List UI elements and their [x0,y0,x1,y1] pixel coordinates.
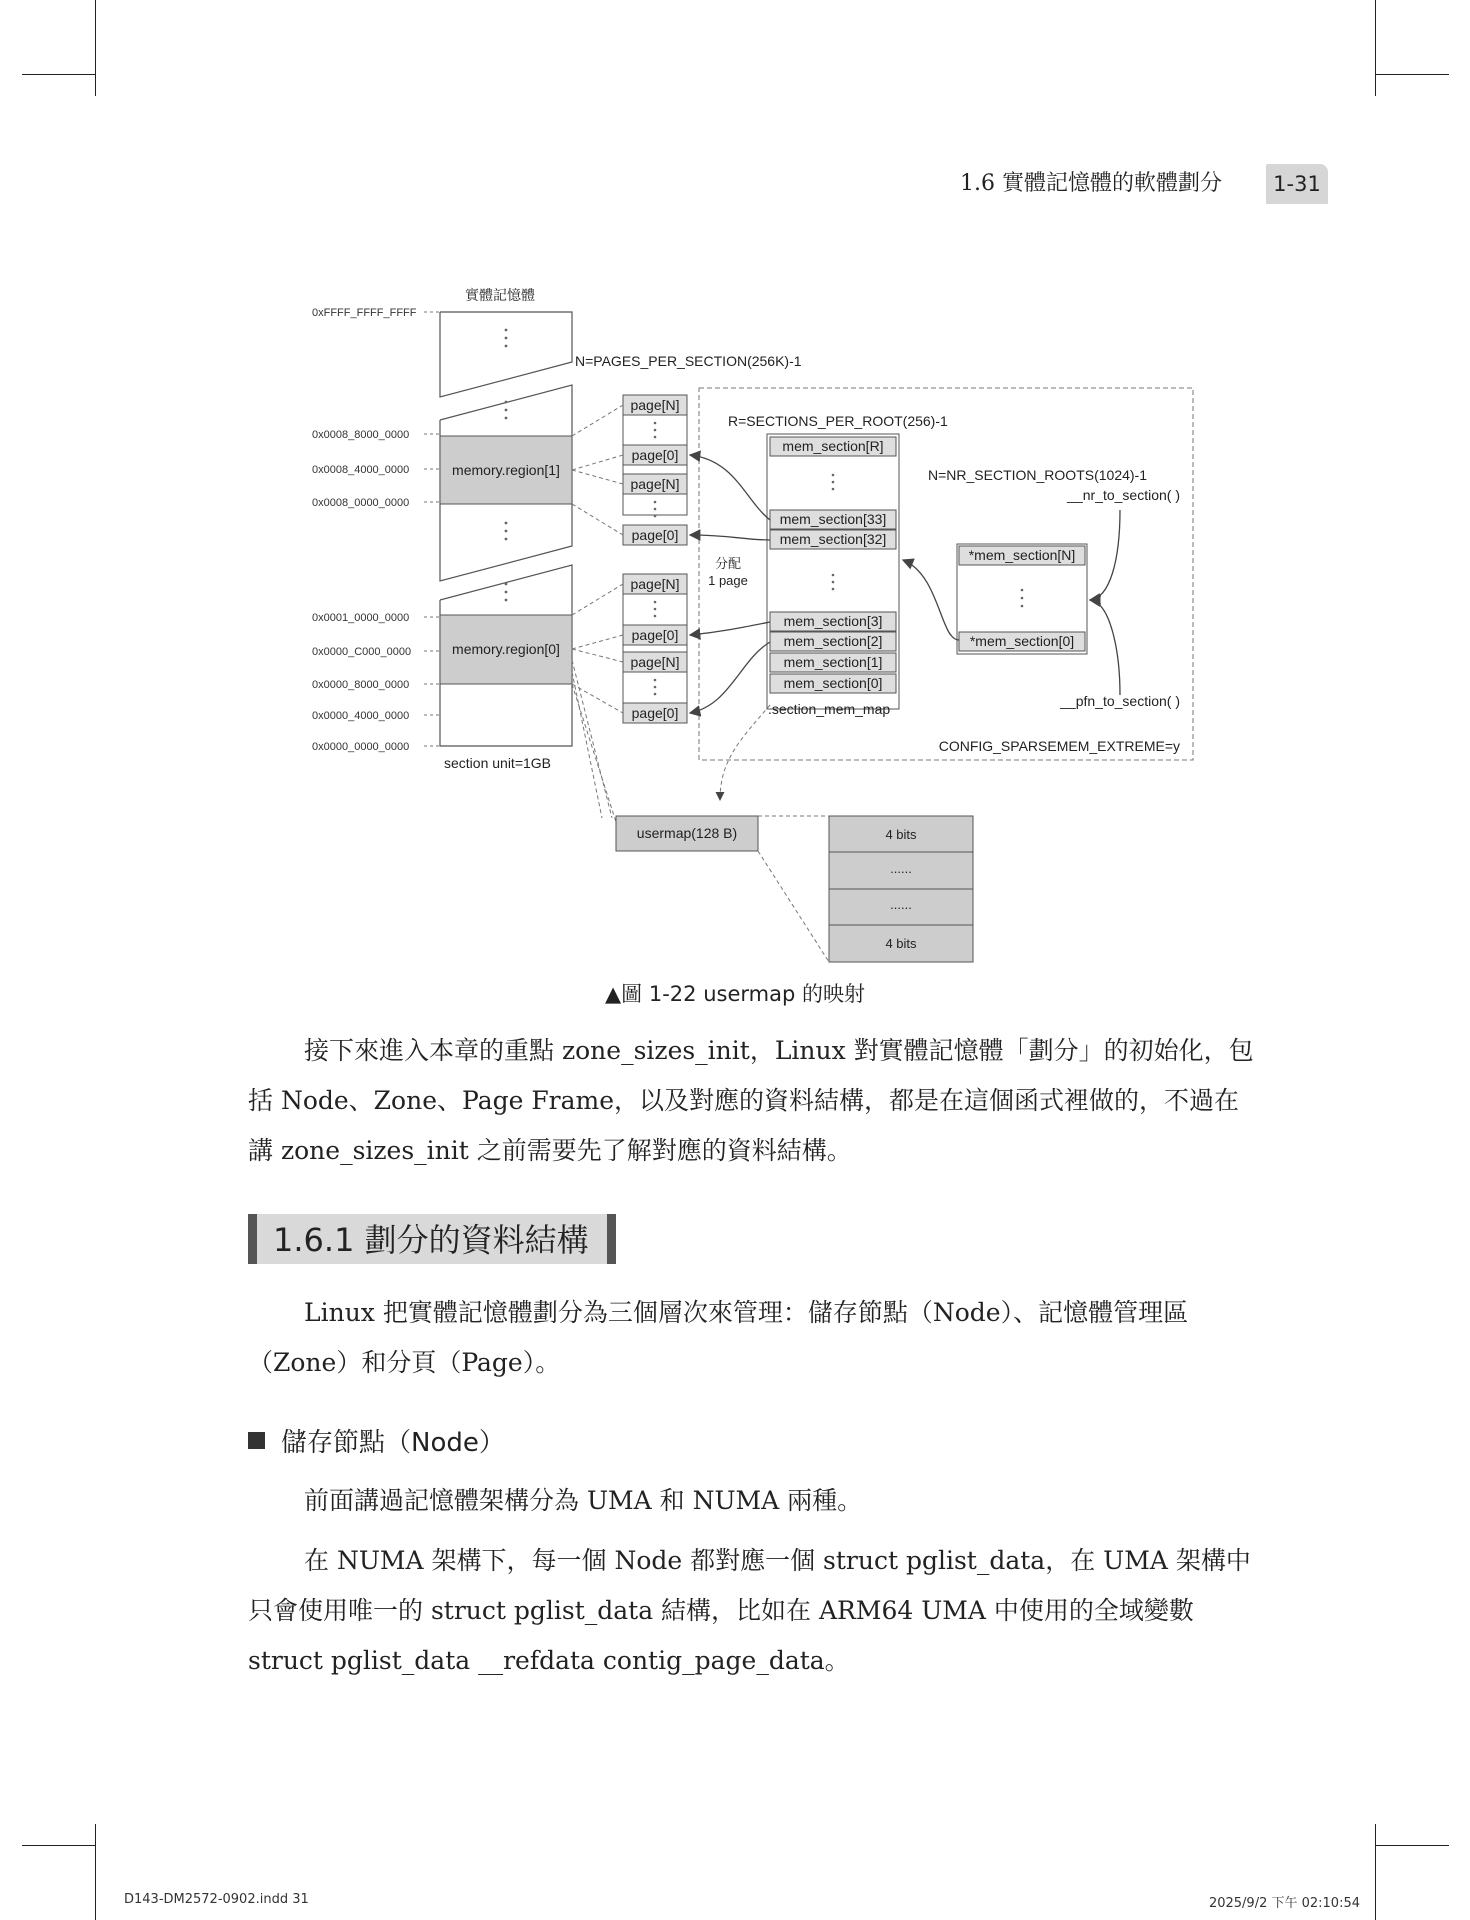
root-pointer-label: *mem_section[0] [969,633,1075,649]
running-header: 1.6 實體記憶體的軟體劃分 [960,171,1222,196]
sections-per-root-label: R=SECTIONS_PER_ROOT(256)-1 [728,413,948,429]
paragraph-pglist: 在 NUMA 架構下，每一個 Node 都對應一個 struct pglist_data，在 UMA 架構中只會使用唯一的 struct pglist_data 結構，比如在 ARM64 UMA 中使用的全域變數 struct pglist_data __refdata contig_page_data。 [248,1546,1251,1675]
page-0-label: page[0] [631,447,679,463]
pfn-to-section-label: __pfn_to_section( ) [1060,693,1180,709]
subheading-node: 儲存節點（Node） [248,1422,505,1459]
mem-section-label: mem_section[33] [779,511,887,527]
paragraph-levels: Linux 把實體記憶體劃分為三個層次來管理：儲存節點（Node）、記憶體管理區（Zone）和分頁（Page）。 [248,1298,1189,1377]
page-number: 1-31 [1266,164,1328,204]
page-0-label: page[0] [631,527,679,543]
root-pointer-label: *mem_section[N] [968,547,1076,563]
mem-section-label: mem_section[0] [783,675,883,691]
address-label: 0x0001_0000_0000 [312,612,410,624]
mem-section-label: mem_section[1] [783,654,883,670]
section-unit-label: section unit=1GB [444,755,552,771]
page-n-label: page[N] [630,576,680,592]
address-label: 0x0008_4000_0000 [312,464,410,476]
crop-mark [1375,1845,1449,1846]
page-n-label: page[N] [630,476,680,492]
alloc-label: 1 page [708,573,748,588]
paragraph-intro: 接下來進入本章的重點 zone_sizes_init，Linux 對實體記憶體「劃分」的初始化，包括 Node、Zone、Page Frame，以及對應的資料結構，都是在這個函式裡做的，不過在講 zone_sizes_init 之前需要先了解對應的資料結構。 [248,1036,1254,1165]
footer-file: D143-DM2572-0902.indd 31 [124,1892,309,1907]
address-label: 0x0008_8000_0000 [312,429,410,441]
footer-timestamp: 2025/9/2 下午 02:10:54 [1208,1896,1360,1911]
bits-cell: ...... [890,897,912,912]
page-0-label: page[0] [631,627,679,643]
memory-region-0-label: memory.region[0] [452,641,560,657]
address-label: 0x0000_0000_0000 [312,741,410,753]
section-heading: 1.6.1 劃分的資料結構 [248,1214,616,1264]
bits-cell: 4 bits [885,827,917,842]
mem-section-label: mem_section[R] [782,438,884,454]
pages-per-section-label: N=PAGES_PER_SECTION(256K)-1 [575,353,802,369]
bits-cell: ...... [890,861,912,876]
address-label: 0x0000_8000_0000 [312,679,410,691]
bits-cell: 4 bits [885,936,917,951]
nr-section-roots-label: N=NR_SECTION_ROOTS(1024)-1 [928,467,1148,483]
physical-memory-label: 實體記憶體 [465,287,535,303]
figure-caption: ▲圖 1-22 usermap 的映射 [605,982,865,1006]
mem-section-label: mem_section[2] [783,633,883,649]
paragraph-uma-numa: 前面講過記憶體架構分為 UMA 和 NUMA 兩種。 [304,1486,863,1515]
address-label: 0x0000_4000_0000 [312,710,410,722]
config-label: CONFIG_SPARSEMEM_EXTREME=y [938,738,1180,754]
address-label: 0x0000_C000_0000 [312,646,412,658]
crop-mark [22,1845,96,1846]
memory-region-1-label: memory.region[1] [452,462,560,478]
square-bullet-icon [248,1432,265,1449]
address-label: 0xFFFF_FFFF_FFFF [312,307,417,319]
crop-mark [95,1824,96,1920]
mem-section-label: mem_section[32] [779,531,887,547]
crop-mark [1375,1824,1376,1920]
section-mem-map-label: .section_mem_map [768,701,891,717]
usermap-label: usermap(128 B) [636,825,738,841]
alloc-label: 分配 [714,556,742,571]
page-n-label: page[N] [630,654,680,670]
nr-to-section-label: __nr_to_section( ) [1067,487,1180,503]
page-n-label: page[N] [630,397,680,413]
address-label: 0x0008_0000_0000 [312,497,410,509]
mem-section-label: mem_section[3] [783,613,883,629]
page-0-label: page[0] [631,705,679,721]
